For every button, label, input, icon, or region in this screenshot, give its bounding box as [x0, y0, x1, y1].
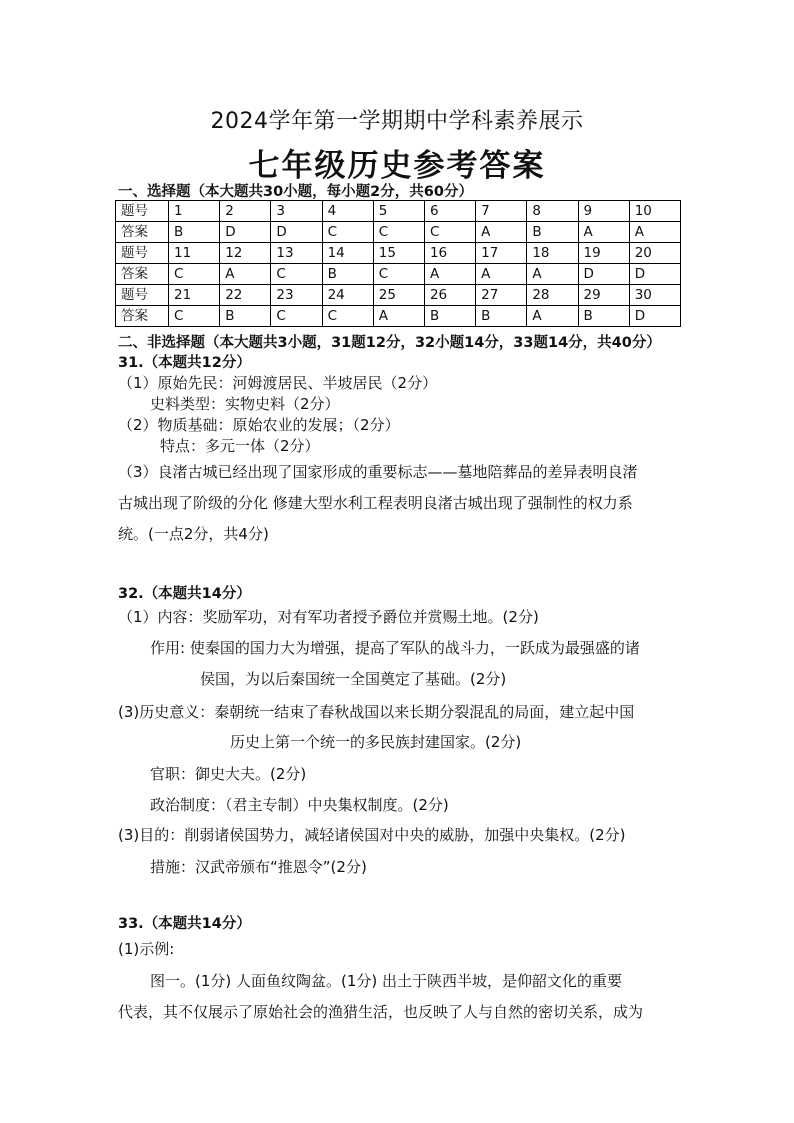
answer-cell: A	[373, 306, 424, 327]
answer-cell: D	[629, 306, 680, 327]
answer-label-cell: 答案	[116, 222, 169, 243]
answer-table	[115, 200, 681, 327]
question-label-cell: 题号	[116, 285, 169, 306]
question-number-cell: 6	[424, 201, 475, 222]
question-number-cell: 24	[322, 285, 373, 306]
q32-line-8: (3)目的：削弱诸侯国势力，减轻诸侯国对中央的威胁，加强中央集权。(2分)	[118, 826, 626, 844]
question-number-cell: 11	[169, 243, 220, 264]
question-number-cell: 2	[220, 201, 271, 222]
answer-cell: B	[220, 306, 271, 327]
question-number-cell: 12	[220, 243, 271, 264]
q32-line-6: 官职：御史大夫。(2分)	[150, 765, 307, 783]
q32-line-7: 政治制度：（君主专制）中央集权制度。(2分)	[150, 796, 449, 814]
document-title: 2024学年第一学期期中学科素养展示	[210, 109, 584, 134]
answer-cell: C	[271, 264, 322, 285]
answer-row	[116, 306, 681, 327]
question-number-cell: 27	[476, 285, 527, 306]
q31-line-7: 统。(一点2分，共4分)	[118, 525, 269, 543]
question-number-row	[116, 201, 681, 222]
answer-cell: C	[169, 306, 220, 327]
answer-cell: A	[476, 264, 527, 285]
answer-cell: D	[220, 222, 271, 243]
question-number-cell: 30	[629, 285, 680, 306]
question-label-cell: 题号	[116, 243, 169, 264]
q32-line-9: 措施：汉武帝颁布“推恩令”(2分)	[150, 858, 367, 876]
answer-cell: D	[578, 264, 629, 285]
q32-line-1: （1）内容：奖励军功，对有军功者授予爵位并赏赐土地。(2分)	[118, 608, 539, 626]
question-number-cell: 28	[527, 285, 578, 306]
q32-heading: 32.（本题共14分）	[118, 586, 251, 602]
question-number-cell: 23	[271, 285, 322, 306]
question-number-cell: 1	[169, 201, 220, 222]
answer-cell: B	[527, 222, 578, 243]
question-number-cell: 20	[629, 243, 680, 264]
q33-line-1: (1)示例:	[118, 940, 175, 958]
question-number-cell: 9	[578, 201, 629, 222]
answer-cell: C	[373, 264, 424, 285]
answer-label-cell: 答案	[116, 306, 169, 327]
answer-cell: C	[424, 222, 475, 243]
answer-cell: C	[322, 306, 373, 327]
q31-line-3: （2）物质基础：原始农业的发展；（2分）	[118, 416, 400, 434]
answer-row	[116, 222, 681, 243]
q32-line-4: (3)历史意义：秦朝统一结束了春秋战国以来长期分裂混乱的局面，建立起中国	[118, 703, 635, 721]
question-number-row	[116, 243, 681, 264]
answer-cell: A	[476, 222, 527, 243]
q32-line-3: 侯国，为以后秦国统一全国奠定了基础。(2分)	[200, 670, 507, 688]
question-number-cell: 3	[271, 201, 322, 222]
question-number-cell: 4	[322, 201, 373, 222]
q32-line-2: 作用: 使秦国的国力大为增强，提高了军队的战斗力，一跃成为最强盛的诸	[150, 639, 640, 657]
q33-line-2: 图一。(1分) 人面鱼纹陶盆。(1分) 出土于陕西半坡，是仰韶文化的重要	[150, 972, 623, 990]
question-number-cell: 8	[527, 201, 578, 222]
answer-cell: D	[629, 264, 680, 285]
answer-cell: C	[322, 222, 373, 243]
answer-cell: A	[629, 222, 680, 243]
q33-line-3: 代表，其不仅展示了原始社会的渔猎生活，也反映了人与自然的密切关系，成为	[118, 1003, 644, 1021]
question-number-cell: 17	[476, 243, 527, 264]
question-number-row	[116, 285, 681, 306]
answer-cell: C	[373, 222, 424, 243]
question-number-cell: 15	[373, 243, 424, 264]
q33-heading: 33.（本题共14分）	[118, 916, 251, 932]
question-number-cell: 22	[220, 285, 271, 306]
q31-heading: 31.（本题共12分）	[118, 355, 251, 371]
answer-label-cell: 答案	[116, 264, 169, 285]
answer-row	[116, 264, 681, 285]
section-2-heading: 二、非选择题（本大题共3小题，31题12分，32小题14分，33题14分，共40分）	[118, 335, 661, 351]
question-number-cell: 10	[629, 201, 680, 222]
answer-cell: B	[578, 306, 629, 327]
q31-line-5: （3）良渚古城已经出现了国家形成的重要标志——墓地陪葬品的差异表明良渚	[118, 463, 638, 481]
answer-cell: B	[169, 222, 220, 243]
answer-cell: D	[271, 222, 322, 243]
answer-cell: A	[527, 264, 578, 285]
question-number-cell: 16	[424, 243, 475, 264]
question-number-cell: 7	[476, 201, 527, 222]
question-number-cell: 21	[169, 285, 220, 306]
answer-cell: B	[424, 306, 475, 327]
question-number-cell: 14	[322, 243, 373, 264]
answer-cell: C	[169, 264, 220, 285]
question-number-cell: 26	[424, 285, 475, 306]
q31-line-6: 古城出现了阶级的分化 修建大型水利工程表明良渚古城出现了强制性的权力系	[118, 494, 633, 512]
question-number-cell: 19	[578, 243, 629, 264]
q31-line-1: （1）原始先民：河姆渡居民、半坡居民（2分）	[118, 374, 438, 392]
answer-cell: A	[527, 306, 578, 327]
answer-cell: A	[220, 264, 271, 285]
q31-line-2: 史料类型：实物史料（2分）	[150, 395, 340, 413]
answer-cell: C	[271, 306, 322, 327]
q31-line-4: 特点：多元一体（2分）	[160, 437, 320, 455]
q32-line-5: 历史上第一个统一的多民族封建国家。(2分)	[230, 733, 522, 751]
question-number-cell: 13	[271, 243, 322, 264]
answer-cell: A	[578, 222, 629, 243]
question-number-cell: 5	[373, 201, 424, 222]
question-label-cell: 题号	[116, 201, 169, 222]
question-number-cell: 18	[527, 243, 578, 264]
answer-cell: B	[322, 264, 373, 285]
answer-cell: A	[424, 264, 475, 285]
document-subtitle: 七年级历史参考答案	[248, 148, 546, 184]
answer-cell: B	[476, 306, 527, 327]
section-1-heading: 一、选择题（本大题共30小题，每小题2分，共60分）	[118, 184, 473, 200]
question-number-cell: 25	[373, 285, 424, 306]
question-number-cell: 29	[578, 285, 629, 306]
